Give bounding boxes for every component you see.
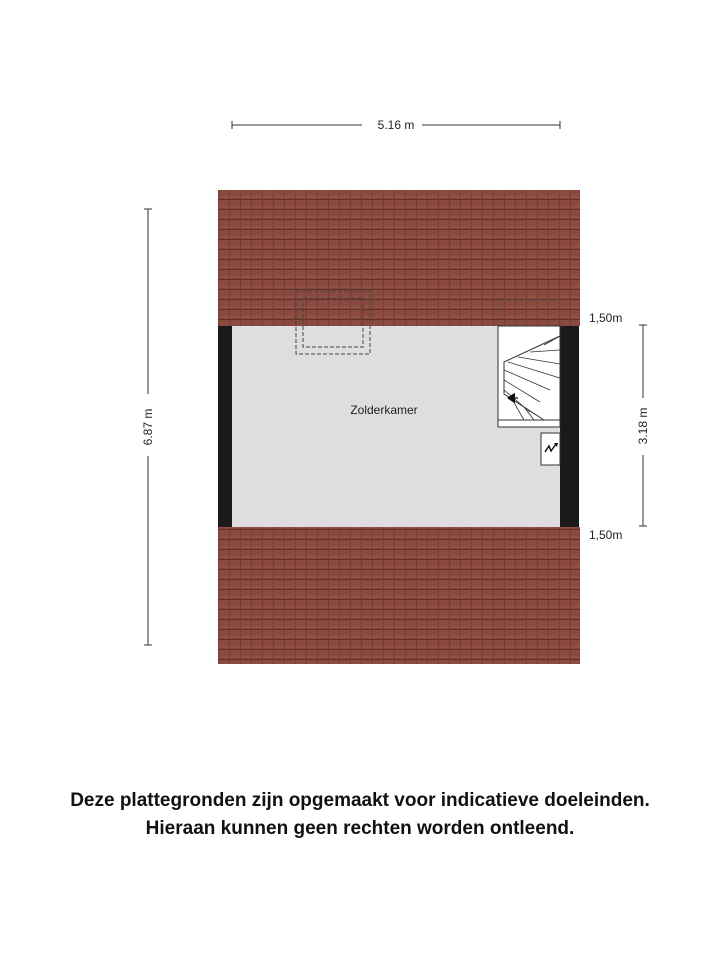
wall-right	[560, 326, 579, 527]
chimney-icon	[541, 433, 560, 465]
height-top-label: 1,50m	[589, 311, 623, 325]
wall-left	[218, 326, 232, 527]
inner-depth-dimension	[636, 325, 650, 526]
width-dimension	[232, 118, 560, 132]
staircase	[498, 326, 560, 427]
disclaimer-line-2: Hieraan kunnen geen rechten worden ontleend.	[145, 818, 575, 839]
height-bottom-label: 1,50m	[589, 528, 623, 542]
inner-depth-label: 3.18 m	[636, 407, 650, 445]
width-label: 5.16 m	[377, 118, 415, 132]
depth-dimension	[141, 209, 155, 645]
roof-top	[218, 190, 580, 326]
disclaimer-line-1: Deze plattegronden zijn opgemaakt voor indicatieve doeleinden.	[70, 790, 650, 811]
depth-label: 6.87 m	[141, 408, 155, 446]
roof-bottom	[218, 527, 580, 664]
room-label: Zolderkamer	[350, 403, 418, 417]
